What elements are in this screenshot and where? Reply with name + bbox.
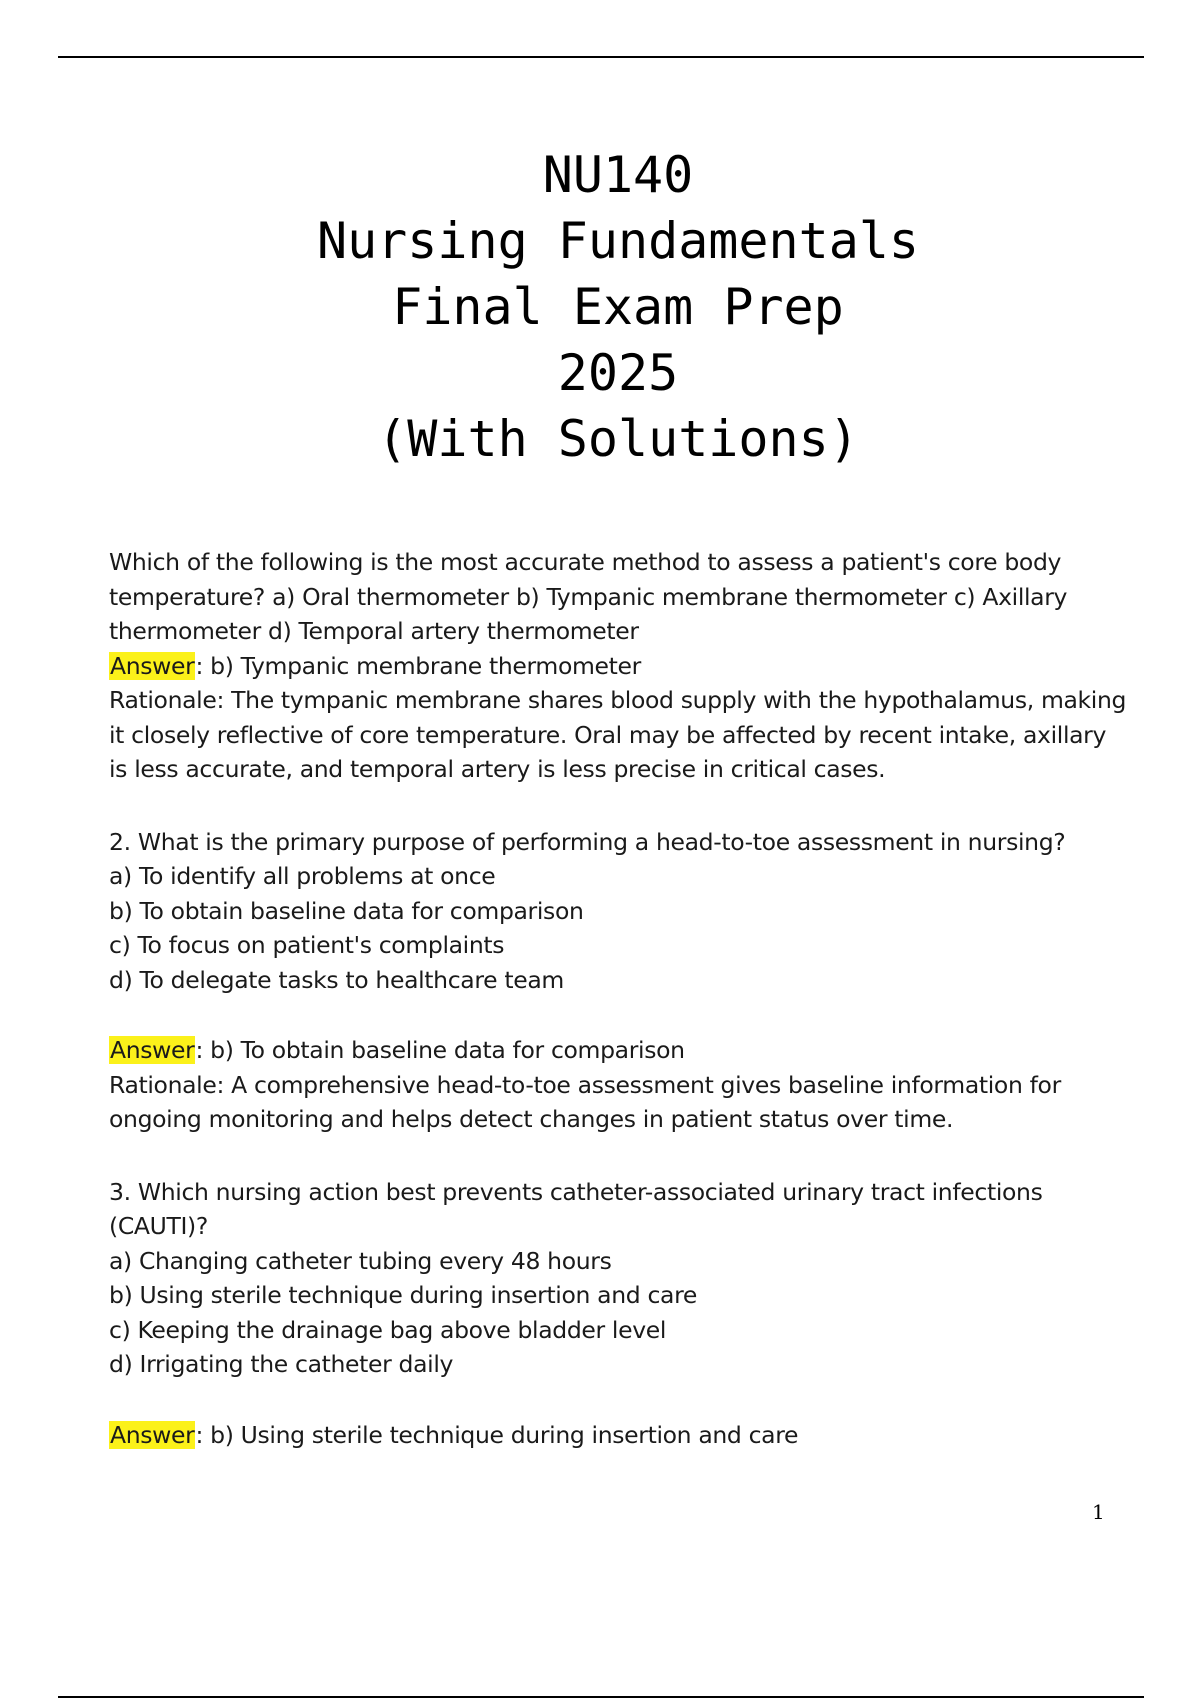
question-stem: 2. What is the primary purpose of performing a head-to-toe assessment in nursing? [109,827,1066,856]
bottom-rule [58,1696,1144,1698]
option-c: c) Keeping the drainage bag above bladder level [109,1315,667,1344]
answer-line [109,649,1129,684]
title-line-solutions: (With Solutions) [377,410,859,468]
questions-body [109,545,1129,1452]
title-line-year: 2025 [557,344,679,402]
title-line-exam: Final Exam Prep [392,278,844,336]
option-b: b) Using sterile technique during insertion and care [109,1281,697,1309]
answer-text: : b) Tympanic membrane thermometer [195,651,641,680]
title-line-subject: Nursing Fundamentals [316,212,920,270]
page-number: 1 [1092,1500,1105,1524]
option-a: a) To identify all problems at once [109,862,496,890]
question-1 [109,545,1129,787]
answer-text: : b) To obtain baseline data for comparison [195,1036,685,1064]
option-b: b) To obtain baseline data for comparison [109,896,584,925]
rationale: Rationale: The tympanic membrane shares blood supply with the hypothalamus, making it closely reflective of core temperature. Oral may be affected by recent intake, axillary is less accurate, and temporal artery is less precise in critical cases. [109,686,1127,783]
title-line-course: NU140 [542,146,694,204]
top-rule [58,56,1144,58]
answer-label-highlight: Answer [110,1036,195,1064]
question-2 [109,825,1129,1137]
option-d: d) To delegate tasks to healthcare team [109,965,564,994]
question-stem: Which of the following is the most accurate method to assess a patient's core body temperature? a) Oral thermometer b) Tympanic membrane thermometer c) Axillary thermometer d) Temporal artery thermometer [109,548,1068,645]
option-a: a) Changing catheter tubing every 48 hours [109,1246,612,1275]
rationale: Rationale: A comprehensive head-to-toe assessment gives baseline information for ongoing monitoring and helps detect changes in patient status over time. [109,1070,1061,1133]
question-3 [109,1175,1129,1453]
answer-line [109,1033,1129,1068]
answer-label-highlight: Answer [110,651,195,680]
answer-line [109,1418,1129,1453]
document-title [0,142,1200,472]
answer-text: : b) Using sterile technique during insertion and care [195,1420,799,1449]
question-stem: 3. Which nursing action best prevents catheter-associated urinary tract infections (CAUTI)? [109,1177,1043,1240]
option-c: c) To focus on patient's complaints [109,931,505,959]
option-d: d) Irrigating the catheter daily [109,1350,454,1378]
answer-label-highlight: Answer [110,1420,195,1449]
